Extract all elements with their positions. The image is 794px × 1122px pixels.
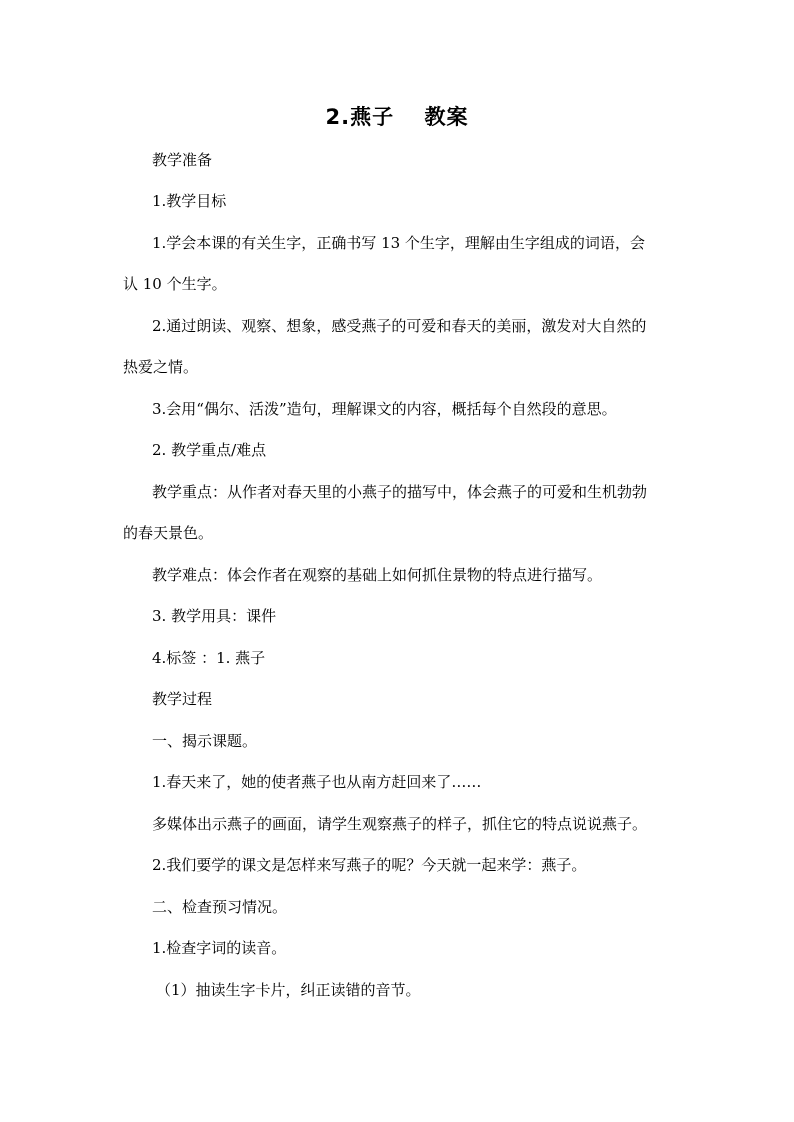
paragraph-key-points-heading: 2. 教学重点/难点 <box>152 441 267 459</box>
paragraph-objective-2-line-2: 热爱之情。 <box>123 358 199 376</box>
paragraph-section-1-item-2: 2.我们要学的课文是怎样来写燕子的呢？今天就一起来学：燕子。 <box>152 856 587 874</box>
paragraph-teaching-process: 教学过程 <box>152 690 213 708</box>
paragraph-section-2-item-1: 1.检查字词的读音。 <box>152 939 287 957</box>
paragraph-teaching-tools: 3. 教学用具：课件 <box>152 607 277 625</box>
paragraph-section-2-sub-item-1: （1）抽读生字卡片，纠正读错的音节。 <box>156 981 421 999</box>
paragraph-tags: 4.标签 ：1. 燕子 <box>152 649 266 667</box>
document-title: 2.燕子 教案 <box>325 105 469 129</box>
paragraph-objective-2-line-1: 2.通过朗读、观察、想象，感受燕子的可爱和春天的美丽，激发对大自然的 <box>152 317 647 335</box>
paragraph-key-point-line-1: 教学重点：从作者对春天里的小燕子的描写中，体会燕子的可爱和生机勃勃 <box>152 483 648 501</box>
paragraph-section-2-heading: 二、检查预习情况。 <box>152 898 288 916</box>
paragraph-difficult-point: 教学难点：体会作者在观察的基础上如何抓住景物的特点进行描写。 <box>152 566 603 584</box>
paragraph-teaching-preparation: 教学准备 <box>152 151 213 169</box>
paragraph-key-point-line-2: 的春天景色。 <box>123 524 214 542</box>
paragraph-teaching-objectives-heading: 1.教学目标 <box>152 192 227 210</box>
paragraph-section-1-item-1: 1.春天来了，她的使者燕子也从南方赶回来了…… <box>152 773 482 791</box>
paragraph-section-1-heading: 一、揭示课题。 <box>152 732 258 750</box>
paragraph-objective-3: 3.会用“偶尔、活泼”造句，理解课文的内容，概括每个自然段的意思。 <box>152 400 617 418</box>
paragraph-section-1-multimedia: 多媒体出示燕子的画面，请学生观察燕子的样子，抓住它的特点说说燕子。 <box>152 815 648 833</box>
paragraph-objective-1-line-2: 认 10 个生字。 <box>123 275 227 293</box>
paragraph-objective-1-line-1: 1.学会本课的有关生字，正确书写 13 个生字，理解由生字组成的词语，会 <box>152 234 645 252</box>
